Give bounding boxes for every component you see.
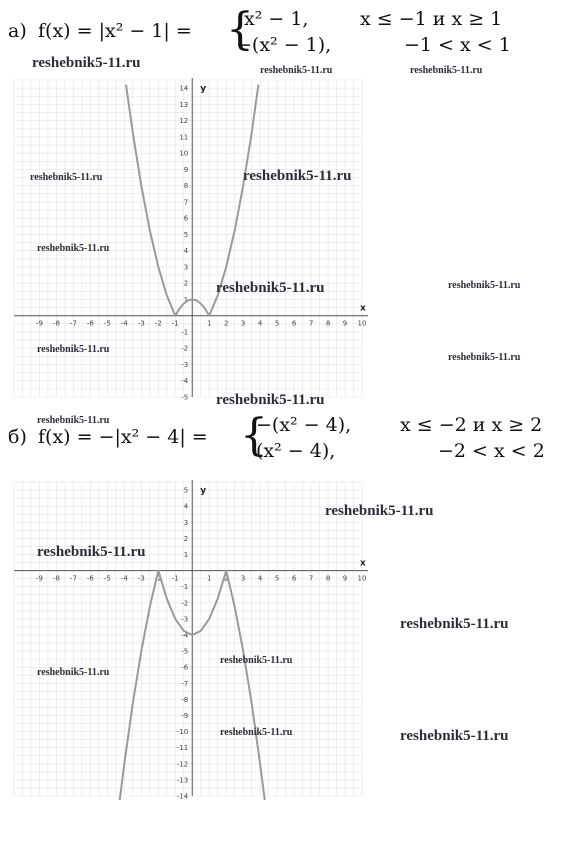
x-tick-label: -1 [171,574,179,583]
x-tick-label: -8 [52,319,60,328]
formula-a-cond1: x ≤ −1 и x ≥ 1 [360,8,503,30]
watermark: reshebnik5-11.ru [32,55,141,71]
y-tick-label: 14 [179,84,189,93]
formula-b-cond1: x ≤ −2 и x ≥ 2 [400,414,543,436]
watermark: reshebnik5-11.ru [37,667,110,678]
y-tick-label: 7 [183,198,189,207]
x-tick-label: -7 [69,574,77,583]
watermark: reshebnik5-11.ru [220,727,293,738]
formula-a-case2: −(x² − 1), [236,34,332,56]
y-tick-label: 5 [183,486,189,495]
formula-a-lhs: f(x) = |x² − 1| = [38,20,192,42]
watermark: reshebnik5-11.ru [37,544,146,560]
y-tick-label: -3 [181,360,189,369]
x-tick-label: -3 [137,574,145,583]
x-axis-label: x [360,558,366,569]
y-tick-label: -2 [181,344,189,353]
x-tick-label: 8 [325,574,331,583]
watermark: reshebnik5-11.ru [216,392,325,408]
y-tick-label: -5 [181,393,189,401]
y-tick-label: -2 [181,599,189,608]
formula-b-brace: { [240,410,268,461]
y-tick-label: 4 [183,502,189,511]
formula-b-label: б) [8,426,27,448]
y-tick-label: 13 [179,100,189,109]
y-axis-label: y [200,486,207,497]
x-tick-label: 2 [223,574,229,583]
formula-a-cond2: −1 < x < 1 [404,34,511,56]
x-tick-label: 5 [274,319,280,328]
y-tick-label: -12 [176,760,189,769]
x-tick-label: -6 [86,319,94,328]
formula-b-cond2: −2 < x < 2 [438,440,545,462]
y-tick-label: 3 [183,518,189,527]
x-tick-label: 9 [342,319,348,328]
watermark: reshebnik5-11.ru [448,352,521,363]
y-tick-label: 11 [179,133,189,142]
x-tick-label: 4 [257,574,263,583]
y-tick-label: -1 [181,583,189,592]
y-tick-label: -6 [181,663,189,672]
y-tick-label: 1 [183,550,189,559]
x-tick-label: -7 [69,319,77,328]
x-tick-label: -6 [86,574,94,583]
formula-a-case1: x² − 1, [244,8,309,30]
watermark: reshebnik5-11.ru [448,280,521,291]
formula-b-lhs: f(x) = −|x² − 4| = [38,426,208,448]
y-tick-label: 9 [183,165,189,174]
x-tick-label: 1 [206,574,212,583]
formula-b-case1: −(x² − 4), [256,414,352,436]
x-tick-label: 2 [223,319,229,328]
y-tick-label: -1 [181,328,189,337]
watermark: reshebnik5-11.ru [325,503,434,519]
x-tick-label: -5 [103,319,111,328]
x-axis-label: x [360,303,366,314]
watermark: reshebnik5-11.ru [260,65,333,76]
x-tick-label: 6 [291,319,297,328]
x-tick-label: 5 [274,574,280,583]
y-tick-label: 8 [183,182,189,191]
formula-a-brace: { [226,4,254,55]
watermark: reshebnik5-11.ru [216,280,325,296]
y-tick-label: -7 [181,679,189,688]
y-tick-label: 6 [183,214,189,223]
y-tick-label: 1 [183,295,189,304]
y-tick-label: -4 [181,377,189,386]
y-tick-label: 4 [183,247,189,256]
y-tick-label: 2 [183,279,189,288]
y-tick-label: -3 [181,615,189,624]
watermark: reshebnik5-11.ru [243,168,352,184]
y-tick-label: -14 [176,792,189,800]
x-tick-label: 8 [325,319,331,328]
y-tick-label: -11 [176,744,189,753]
watermark: reshebnik5-11.ru [30,172,103,183]
x-tick-label: 3 [240,319,246,328]
x-tick-label: 4 [257,319,263,328]
y-tick-label: 5 [183,230,189,239]
x-tick-label: -4 [120,574,128,583]
y-tick-label: -4 [181,631,189,640]
y-tick-label: -5 [181,647,189,656]
x-tick-label: 10 [357,319,367,328]
watermark: reshebnik5-11.ru [410,65,483,76]
watermark: reshebnik5-11.ru [220,655,293,666]
x-tick-label: -2 [154,319,162,328]
formula-b-case2: (x² − 4), [256,440,336,462]
x-tick-label: 7 [308,574,314,583]
formula-a-label: а) [8,20,27,42]
watermark: reshebnik5-11.ru [37,415,110,426]
watermark: reshebnik5-11.ru [37,243,110,254]
y-tick-label: 2 [183,534,189,543]
x-tick-label: 10 [357,574,367,583]
x-tick-label: 7 [308,319,314,328]
watermark: reshebnik5-11.ru [37,344,110,355]
x-tick-label: -4 [120,319,128,328]
y-tick-label: -8 [181,695,189,704]
y-tick-label: -9 [181,711,189,720]
x-tick-label: 6 [291,574,297,583]
x-tick-label: -5 [103,574,111,583]
x-tick-label: 9 [342,574,348,583]
chart-b [8,478,372,800]
y-tick-label: -10 [176,728,189,737]
y-tick-label: -13 [176,776,189,785]
y-tick-label: 3 [183,263,189,272]
y-tick-label: 10 [179,149,189,158]
x-tick-label: -2 [154,574,162,583]
x-tick-label: -9 [35,574,43,583]
watermark: reshebnik5-11.ru [400,728,509,744]
watermark: reshebnik5-11.ru [400,616,509,632]
x-tick-label: -9 [35,319,43,328]
x-tick-label: -3 [137,319,145,328]
y-axis-label: y [200,84,207,95]
formula-a [8,4,568,58]
y-tick-label: 12 [179,117,189,126]
x-tick-label: 3 [240,574,246,583]
x-tick-label: -8 [52,574,60,583]
x-tick-label: 1 [206,319,212,328]
x-tick-label: -1 [171,319,179,328]
